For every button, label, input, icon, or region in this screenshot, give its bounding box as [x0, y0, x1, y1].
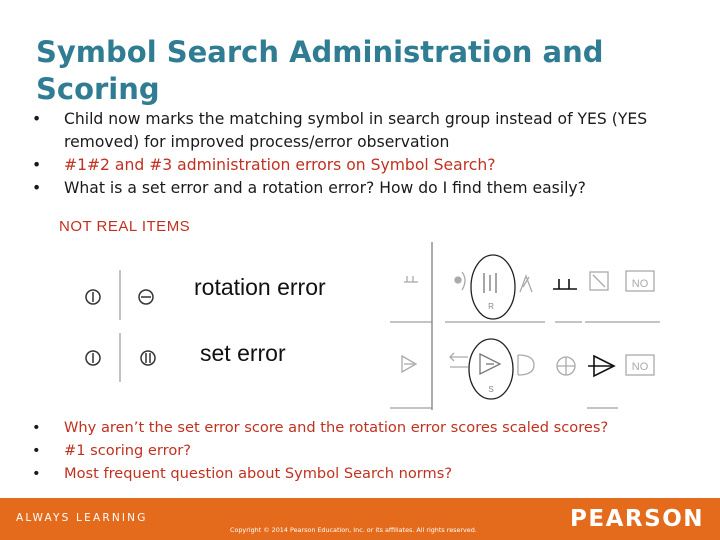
rotation-response — [553, 279, 577, 289]
no-box-label: NO — [631, 278, 649, 290]
rotation-error-label: rotation error — [194, 274, 326, 300]
bullet-item: • Most frequent question about Symbol Search norms? — [30, 462, 700, 485]
bullet-item: • #1#2 and #3 administration errors on Symbol Search? — [30, 154, 700, 177]
footer-bar — [0, 498, 720, 540]
set-error-label: set error — [200, 340, 286, 366]
bottom-bullet-list — [30, 416, 700, 485]
bullet-item: • Why aren’t the set error score and the rotation error scores scaled scores? — [30, 416, 700, 439]
not-real-items-note: NOT REAL ITEMS — [59, 218, 191, 235]
bullet-item: • Child now marks the matching symbol in search group instead of YES (YES removed) for improved process/error observation — [30, 108, 700, 154]
set-row-symbols — [402, 353, 575, 375]
copyright-notice: Copyright © 2014 Pearson Education, Inc. or its affiliates. All rights reserved. — [230, 526, 477, 534]
set-pair — [86, 333, 155, 382]
bullet-item: • What is a set error and a rotation error? How do I find them easily? — [30, 177, 700, 200]
pearson-logo: PEARSON — [570, 506, 704, 532]
rotation-row-symbols — [404, 272, 532, 293]
slide-title: Symbol Search Administration and Scoring — [36, 35, 604, 106]
no-box-label: NO — [631, 361, 649, 373]
item-grid — [390, 242, 660, 410]
set-response — [588, 356, 614, 376]
rotation-diagonal-box — [590, 272, 608, 290]
r-label: R — [488, 302, 494, 311]
rotation-pair — [86, 270, 153, 320]
bullet-item: • #1 scoring error? — [30, 439, 700, 462]
always-learning-tagline: ALWAYS LEARNING — [16, 512, 148, 524]
s-label: S — [488, 385, 494, 394]
